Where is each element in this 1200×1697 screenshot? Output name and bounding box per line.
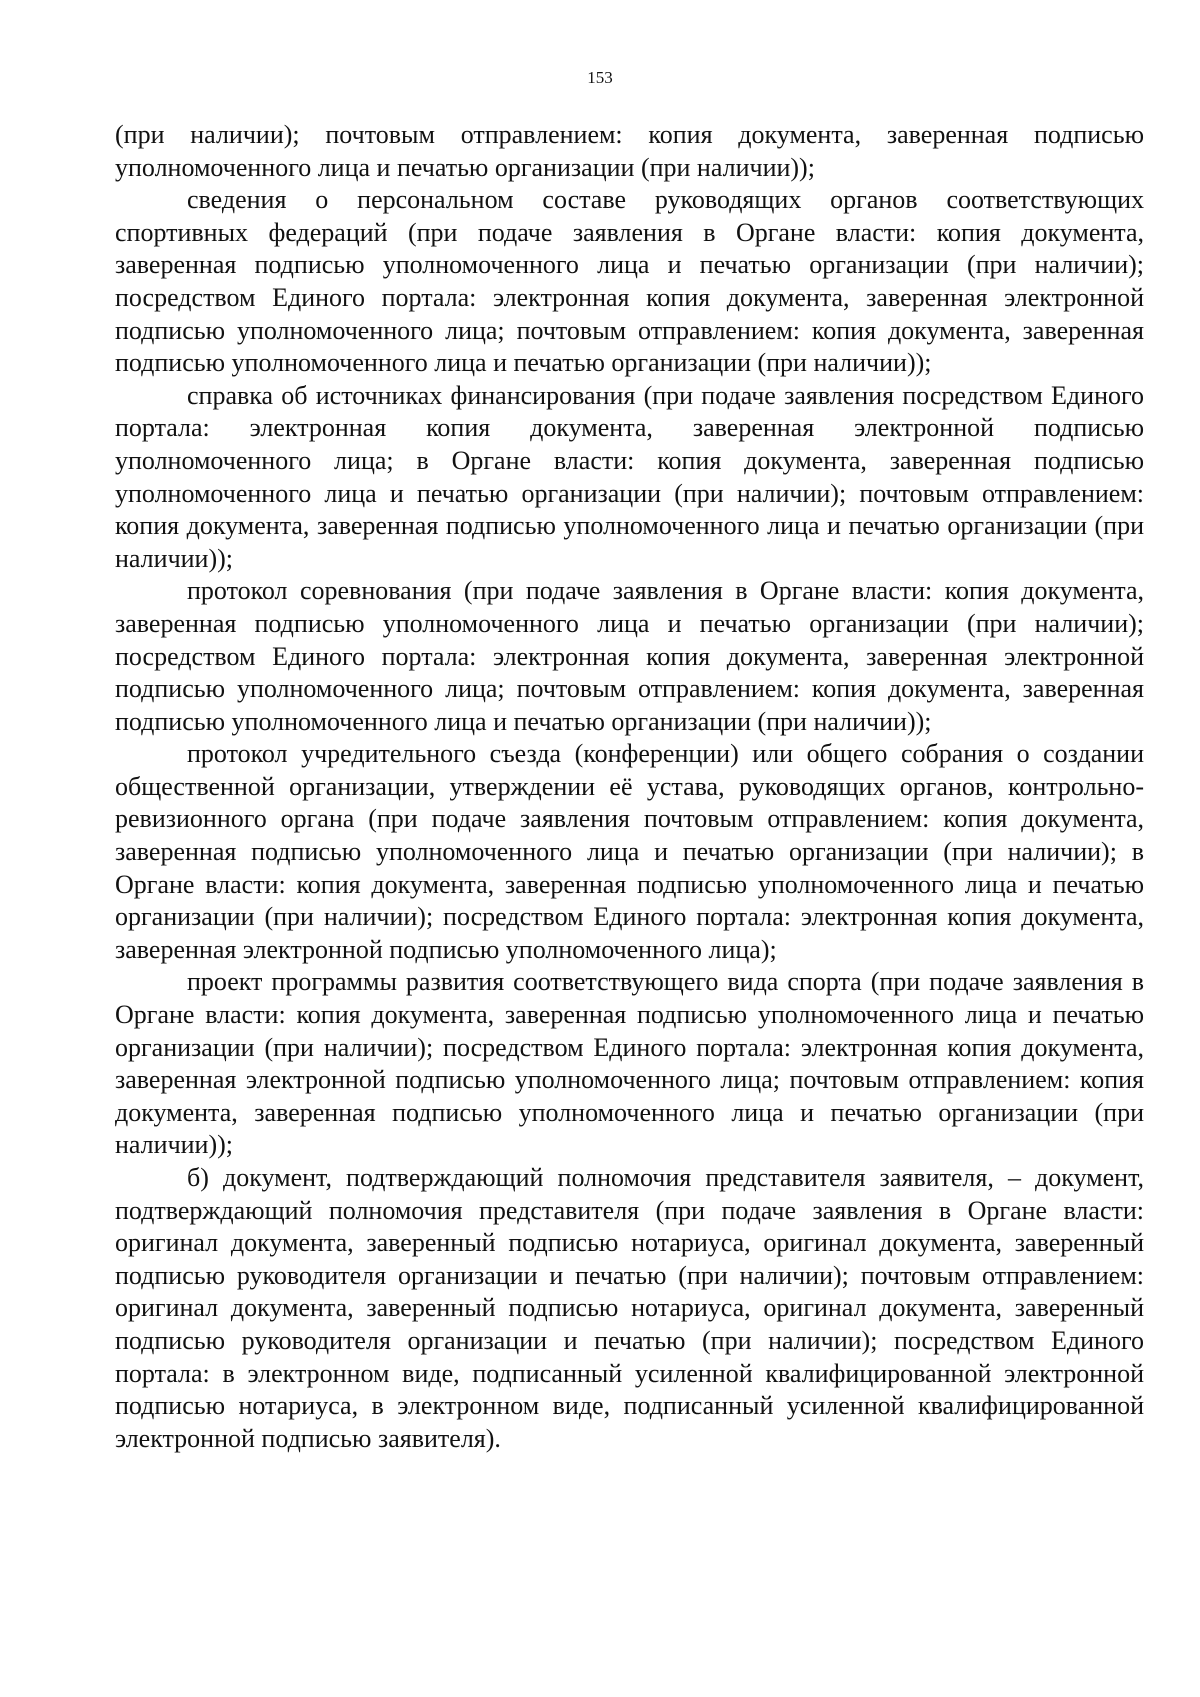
document-body [115, 119, 1144, 1455]
paragraph: сведения о персональном составе руководящих органов соответствующих спортивных федераций (при подаче заявления в Органе власти: копия документа, заверенная подписью уполномоченного лица и печатью организации (при наличии); посредством Единого портала: электронная копия документа, заверенная электронной подписью уполномоченного лица; почтовым отправлением: копия документа, заверенная подписью уполномоченного лица и печатью организации (при наличии)); [115, 185, 1144, 378]
paragraph: протокол соревнования (при подаче заявления в Органе власти: копия документа, заверенная подписью уполномоченного лица и печатью организации (при наличии); посредством Единого портала: электронная копия документа, заверенная электронной подписью уполномоченного лица; почтовым отправлением: копия документа, заверенная подписью уполномоченного лица и печатью организации (при наличии)); [115, 576, 1144, 736]
page-number: 153 [587, 68, 613, 87]
paragraph: справка об источниках финансирования (при подаче заявления посредством Единого портала: электронная копия документа, заверенная электронной подписью уполномоченного лица; в Органе власти: копия документа, заверенная подписью уполномоченного лица и печатью организации (при наличии); почтовым отправлением: копия документа, заверенная подписью уполномоченного лица и печатью организации (при наличии)); [115, 380, 1144, 573]
paragraph: протокол учредительного съезда (конференции) или общего собрания о создании общественной организации, утверждении её устава, руководящих органов, контрольно-ревизионного органа (при подаче заявления почтовым отправлением: копия документа, заверенная подписью уполномоченного лица и печатью организации (при наличии); в Органе власти: копия документа, заверенная подписью уполномоченного лица и печатью организации (при наличии); посредством Единого портала: электронная копия документа, заверенная электронной подписью уполномоченного лица); [115, 739, 1144, 964]
paragraph: проект программы развития соответствующего вида спорта (при подаче заявления в Органе власти: копия документа, заверенная подписью уполномоченного лица и печатью организации (при наличии); посредством Единого портала: электронная копия документа, заверенная электронной подписью уполномоченного лица; почтовым отправлением: копия документа, заверенная подписью уполномоченного лица и печатью организации (при наличии)); [115, 967, 1144, 1160]
paragraph: б) документ, подтверждающий полномочия представителя заявителя, – документ, подтверждающий полномочия представителя (при подаче заявления в Органе власти: оригинал документа, заверенный подписью нотариуса, оригинал документа, заверенный подписью руководителя организации и печатью (при наличии); почтовым отправлением: оригинал документа, заверенный подписью нотариуса, оригинал документа, заверенный подписью руководителя организации и печатью (при наличии); посредством Единого портала: в электронном виде, подписанный усиленной квалифицированной электронной подписью нотариуса, в электронном виде, подписанный усиленной квалифицированной электронной подписью заявителя). [115, 1163, 1144, 1453]
paragraph: (при наличии); почтовым отправлением: копия документа, заверенная подписью уполномоченного лица и печатью организации (при наличии)); [115, 120, 1144, 182]
